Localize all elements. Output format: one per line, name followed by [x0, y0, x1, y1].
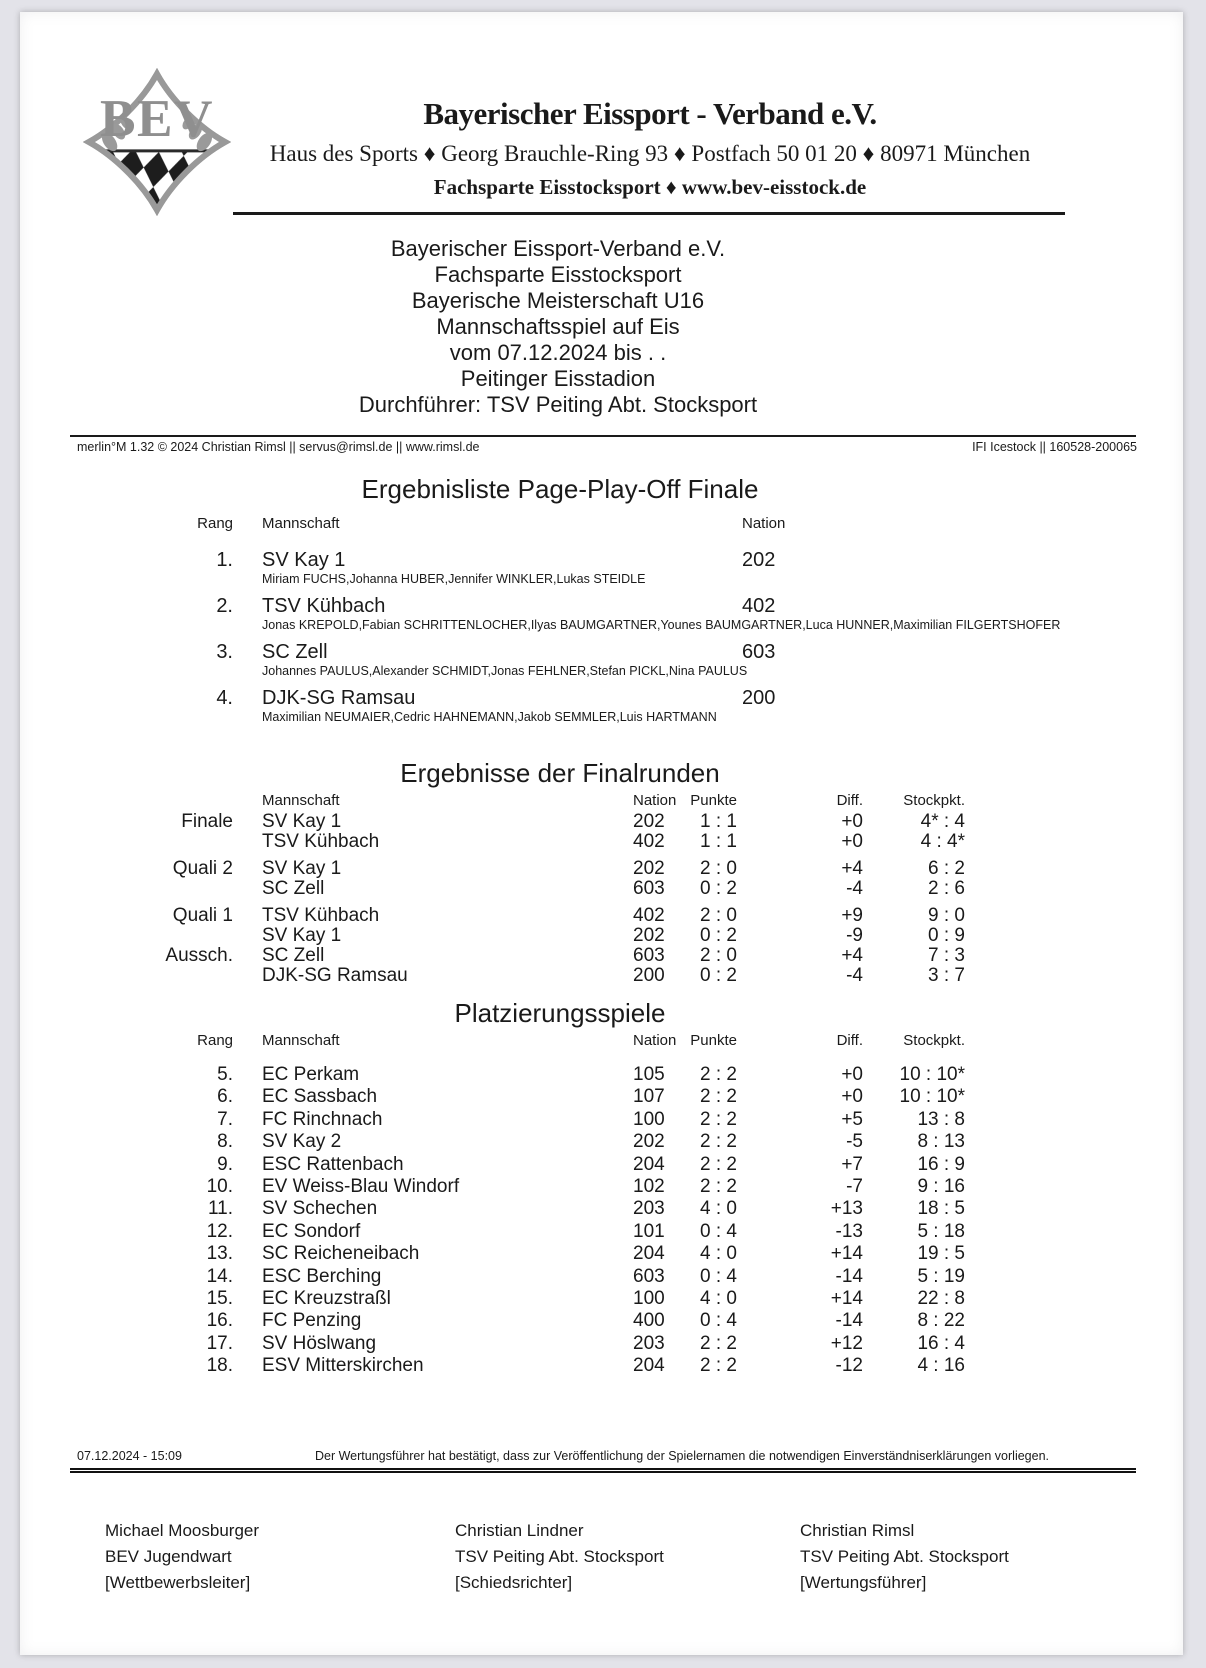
rank: 18. [206, 1355, 233, 1377]
difference: +14 [830, 1288, 863, 1310]
placement-row [20, 1310, 965, 1332]
nation-code: 202 [742, 549, 776, 571]
placements-header-row [20, 1032, 965, 1049]
finals-header-row [20, 792, 965, 809]
footer-status-line [77, 1449, 1137, 1463]
team-name: SV Kay 1 [262, 811, 342, 832]
team-name: SC Zell [262, 641, 328, 663]
player-list: Jonas KREPOLD,Fabian SCHRITTENLOCHER,Ilyas BAUMGARTNER,Younes BAUMGARTNER,Luca HUNNER,Maximilian FILGERTSHOFER [262, 618, 1061, 632]
stock-points: 16 : 9 [917, 1153, 965, 1175]
finals-row [20, 812, 965, 832]
signatory-name: Christian Rimsl [800, 1521, 915, 1540]
difference: +4 [841, 945, 863, 966]
placements-section-title: Platzierungsspiele [454, 998, 666, 1028]
finals-row [20, 832, 965, 852]
nation-code: 603 [633, 945, 665, 966]
signatory-role: [Wertungsführer] [800, 1573, 927, 1592]
document-page [20, 12, 1183, 1655]
team-name: DJK-SG Ramsau [262, 965, 408, 986]
difference: +4 [841, 858, 863, 879]
rank: 12. [206, 1220, 233, 1242]
signatory-role: [Schiedsrichter] [455, 1573, 573, 1592]
player-list: Johannes PAULUS,Alexander SCHMIDT,Jonas FEHLNER,Stefan PICKL,Nina PAULUS [262, 664, 748, 678]
points: 0 : 4 [700, 1310, 737, 1332]
nation-code: 100 [633, 1288, 665, 1310]
difference: -12 [835, 1355, 863, 1377]
team-name: EC Sassbach [262, 1086, 378, 1108]
points: 2 : 0 [700, 945, 737, 966]
rank: 17. [206, 1332, 233, 1354]
col-header-stockpoints: Stockpkt. [903, 792, 965, 809]
nation-code: 204 [633, 1243, 665, 1265]
finals-table [20, 812, 965, 986]
playoff-table [20, 548, 1150, 732]
event-line: Bayerischer Eissport-Verband e.V. [390, 236, 726, 261]
event-line: vom 07.12.2024 bis . . [449, 340, 667, 365]
round-label: Finale [181, 811, 233, 832]
rank: 13. [206, 1243, 233, 1265]
difference: -7 [846, 1176, 863, 1198]
col-header-nation: Nation [633, 1032, 677, 1049]
difference: +12 [830, 1332, 863, 1354]
points: 4 : 0 [700, 1288, 737, 1310]
difference: -9 [846, 925, 863, 946]
col-header-rank: Rang [197, 1032, 233, 1049]
col-header-nation: Nation [633, 792, 677, 809]
report-datetime: 07.12.2024 - 15:09 [77, 1449, 182, 1463]
event-id: IFI Icestock || 160528-200065 [972, 440, 1137, 454]
playoff-header-row [20, 515, 965, 532]
points: 2 : 2 [700, 1086, 737, 1108]
finals-row [20, 859, 965, 879]
nation-code: 200 [633, 965, 665, 986]
event-line: Peitinger Eisstadion [460, 366, 656, 391]
finals-row [20, 906, 965, 926]
team-name: EV Weiss-Blau Windorf [262, 1176, 460, 1198]
nation-code: 202 [633, 858, 665, 879]
nation-code: 204 [633, 1355, 665, 1377]
signature-blocks [105, 1518, 1135, 1596]
rank: 4. [216, 687, 233, 709]
stock-points: 3 : 7 [928, 965, 965, 986]
logo-text: BEV [100, 89, 214, 149]
rank: 14. [206, 1265, 233, 1287]
team-name: EC Kreuzstraßl [262, 1288, 391, 1310]
round-label: Quali 2 [172, 858, 233, 879]
stock-points: 5 : 18 [917, 1220, 965, 1242]
playoff-section-title: Ergebnisliste Page-Play-Off Finale [361, 474, 759, 504]
placement-row [20, 1154, 965, 1176]
letterhead-divider [233, 212, 1065, 215]
rank: 8. [217, 1131, 233, 1153]
stock-points: 19 : 5 [917, 1243, 965, 1265]
finals-section-title: Ergebnisse der Finalrunden [400, 758, 720, 788]
difference: -4 [846, 878, 863, 899]
letterhead [215, 96, 1085, 200]
round-label: Aussch. [165, 945, 233, 966]
stock-points: 9 : 16 [917, 1176, 965, 1198]
stock-points: 4 : 4* [920, 831, 965, 852]
stock-points: 16 : 4 [917, 1332, 965, 1354]
team-name: SC Zell [262, 878, 325, 899]
nation-code: 200 [742, 687, 776, 709]
nation-code: 402 [633, 905, 665, 926]
stock-points: 7 : 3 [928, 945, 965, 966]
nation-code: 102 [633, 1176, 665, 1198]
nation-code: 203 [633, 1198, 665, 1220]
event-title-block [58, 236, 1058, 418]
points: 2 : 2 [700, 1332, 737, 1354]
col-header-diff: Diff. [836, 792, 863, 809]
round-label [20, 879, 233, 899]
team-name: SC Reicheneibach [262, 1243, 420, 1265]
finals-row [20, 966, 965, 986]
points: 2 : 0 [700, 905, 737, 926]
nation-code: 202 [633, 925, 665, 946]
round-label [20, 966, 233, 986]
team-name: SC Zell [262, 945, 325, 966]
team-name: SV Höslwang [262, 1332, 377, 1354]
software-credit: merlin°M 1.32 © 2024 Christian Rimsl || servus@rimsl.de || www.rimsl.de [77, 440, 480, 454]
nation-code: 107 [633, 1086, 665, 1108]
rank: 15. [206, 1288, 233, 1310]
stock-points: 18 : 5 [917, 1198, 965, 1220]
nation-code: 603 [742, 641, 776, 663]
stock-points: 8 : 13 [917, 1131, 965, 1153]
rank: 3. [216, 641, 233, 663]
points: 0 : 2 [700, 965, 737, 986]
points: 4 : 0 [700, 1198, 737, 1220]
difference: +0 [841, 811, 863, 832]
playoff-row [20, 594, 1150, 632]
difference: +0 [841, 831, 863, 852]
difference: -4 [846, 965, 863, 986]
team-name: SV Schechen [262, 1198, 378, 1220]
round-label: Quali 1 [172, 905, 233, 926]
placement-row [20, 1221, 965, 1243]
team-name: FC Rinchnach [262, 1108, 383, 1130]
signature-block [800, 1518, 1135, 1596]
stock-points: 4 : 16 [917, 1355, 965, 1377]
playoff-row [20, 548, 1150, 586]
placement-row [20, 1266, 965, 1288]
rank: 7. [217, 1108, 233, 1130]
col-header-points: Punkte [690, 792, 737, 809]
placement-row [20, 1288, 965, 1310]
nation-code: 202 [633, 1131, 665, 1153]
points: 0 : 4 [700, 1220, 737, 1242]
difference: -14 [835, 1310, 863, 1332]
placement-row [20, 1243, 965, 1265]
stock-points: 13 : 8 [917, 1108, 965, 1130]
signatory-organization: TSV Peiting Abt. Stocksport [455, 1547, 664, 1566]
finals-row [20, 879, 965, 899]
stock-points: 9 : 0 [928, 905, 965, 926]
stock-points: 5 : 19 [917, 1265, 965, 1287]
event-line: Mannschaftsspiel auf Eis [436, 314, 680, 339]
points: 2 : 2 [700, 1131, 737, 1153]
signature-block [105, 1518, 455, 1596]
nation-code: 603 [633, 1265, 665, 1287]
placement-row [20, 1176, 965, 1198]
team-name: DJK-SG Ramsau [262, 687, 416, 709]
points: 1 : 1 [700, 811, 737, 832]
nation-code: 204 [633, 1153, 665, 1175]
team-name: SV Kay 2 [262, 1131, 342, 1153]
points: 2 : 2 [700, 1355, 737, 1377]
playoff-row [20, 686, 1150, 724]
stock-points: 8 : 22 [917, 1310, 965, 1332]
col-header-nation: Nation [742, 515, 786, 532]
stock-points: 0 : 9 [928, 925, 965, 946]
event-line: Bayerische Meisterschaft U16 [411, 288, 705, 313]
col-header-points: Punkte [690, 1032, 737, 1049]
placement-row [20, 1131, 965, 1153]
difference: +5 [841, 1108, 863, 1130]
team-name: ESC Rattenbach [262, 1153, 404, 1175]
team-name: ESV Mitterskirchen [262, 1355, 424, 1377]
finals-row [20, 926, 965, 946]
rank: 10. [206, 1176, 233, 1198]
col-header-team: Mannschaft [262, 792, 340, 809]
nation-code: 400 [633, 1310, 665, 1332]
points: 1 : 1 [700, 831, 737, 852]
rank: 16. [206, 1310, 233, 1332]
stock-points: 6 : 2 [928, 858, 965, 879]
nation-code: 203 [633, 1332, 665, 1354]
signatory-organization: BEV Jugendwart [105, 1547, 232, 1566]
signatory-role: [Wettbewerbsleiter] [105, 1573, 251, 1592]
difference: +0 [841, 1064, 863, 1085]
difference: -5 [846, 1131, 863, 1153]
points: 4 : 0 [700, 1243, 737, 1265]
rank: 5. [217, 1064, 233, 1085]
placement-row [20, 1086, 965, 1108]
stock-points: 22 : 8 [917, 1288, 965, 1310]
points: 0 : 4 [700, 1265, 737, 1287]
team-name: SV Kay 1 [262, 858, 342, 879]
col-header-team: Mannschaft [262, 1032, 340, 1049]
difference: +14 [830, 1243, 863, 1265]
playoff-row [20, 640, 1150, 678]
nation-code: 402 [742, 595, 776, 617]
stock-points: 10 : 10* [899, 1064, 965, 1085]
nation-code: 603 [633, 878, 665, 899]
difference: -14 [835, 1265, 863, 1287]
nation-code: 105 [633, 1064, 665, 1085]
placement-row [20, 1109, 965, 1131]
difference: +9 [841, 905, 863, 926]
nation-code: 101 [633, 1220, 665, 1242]
points: 2 : 0 [700, 858, 737, 879]
placement-row [20, 1333, 965, 1355]
org-name: Bayerischer Eissport - Verband e.V. [423, 96, 877, 131]
placement-row [20, 1198, 965, 1220]
signature-block [455, 1518, 800, 1596]
signatory-name: Michael Moosburger [105, 1521, 260, 1540]
signatory-name: Christian Lindner [455, 1521, 584, 1540]
col-header-team: Mannschaft [262, 515, 340, 532]
round-label [20, 926, 233, 946]
team-name: TSV Kühbach [262, 905, 380, 926]
stock-points: 10 : 10* [899, 1086, 965, 1108]
event-line: Durchführer: TSV Peiting Abt. Stocksport [358, 392, 758, 417]
player-list: Miriam FUCHS,Johanna HUBER,Jennifer WINKLER,Lukas STEIDLE [262, 572, 646, 586]
col-header-stockpoints: Stockpkt. [903, 1032, 965, 1049]
points: 2 : 2 [700, 1064, 737, 1085]
org-address: Haus des Sports ♦ Georg Brauchle-Ring 93 ♦ Postfach 50 01 20 ♦ 80971 München [269, 141, 1031, 166]
software-meta-line [77, 440, 1137, 454]
event-line: Fachsparte Eisstocksport [434, 262, 682, 287]
difference: +0 [841, 1086, 863, 1108]
difference: +13 [830, 1198, 863, 1220]
team-name: TSV Kühbach [262, 831, 380, 852]
team-name: SV Kay 1 [262, 549, 346, 571]
stock-points: 4* : 4 [920, 811, 965, 832]
col-header-rank: Rang [197, 515, 233, 532]
points: 0 : 2 [700, 878, 737, 899]
rank: 6. [217, 1086, 233, 1108]
team-name: FC Penzing [262, 1310, 362, 1332]
finals-row [20, 946, 965, 966]
team-name: EC Perkam [262, 1064, 360, 1085]
col-header-diff: Diff. [836, 1032, 863, 1049]
points: 0 : 2 [700, 925, 737, 946]
team-name: EC Sondorf [262, 1220, 361, 1242]
team-name: SV Kay 1 [262, 925, 342, 946]
difference: -13 [835, 1220, 863, 1242]
rank: 2. [216, 595, 233, 617]
points: 2 : 2 [700, 1153, 737, 1175]
rank: 11. [207, 1198, 233, 1220]
placements-table [20, 1064, 965, 1378]
consent-confirmation: Der Wertungsführer hat bestätigt, dass zur Veröffentlichung der Spielernamen die notwendigen Einverständniserklärungen vorliegen. [315, 1449, 1050, 1463]
nation-code: 100 [633, 1108, 665, 1130]
nation-code: 202 [633, 811, 665, 832]
org-division: Fachsparte Eisstocksport ♦ www.bev-eisstock.de [433, 175, 867, 199]
bev-logo [83, 68, 231, 216]
points: 2 : 2 [700, 1176, 737, 1198]
placement-row [20, 1355, 965, 1377]
footer-divider [70, 1468, 1136, 1473]
team-name: TSV Kühbach [262, 595, 386, 617]
signatory-organization: TSV Peiting Abt. Stocksport [800, 1547, 1009, 1566]
nation-code: 402 [633, 831, 665, 852]
points: 2 : 2 [700, 1108, 737, 1130]
difference: +7 [841, 1153, 863, 1175]
placement-row [20, 1064, 965, 1086]
rank: 9. [217, 1153, 233, 1175]
header-divider [70, 435, 1136, 437]
player-list: Maximilian NEUMAIER,Cedric HAHNEMANN,Jakob SEMMLER,Luis HARTMANN [262, 710, 717, 724]
team-name: ESC Berching [262, 1265, 382, 1287]
stock-points: 2 : 6 [928, 878, 965, 899]
round-label [20, 832, 233, 852]
rank: 1. [216, 549, 233, 571]
